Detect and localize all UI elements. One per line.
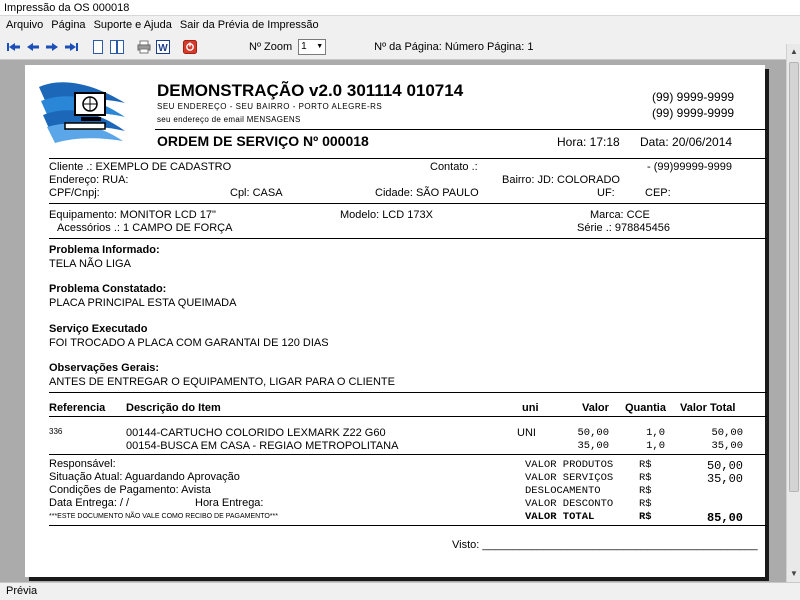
observacoes-text: ANTES DE ENTREGAR O EQUIPAMENTO, LIGAR PARA O CLIENTE xyxy=(49,376,395,388)
col-uni: uni xyxy=(522,402,539,414)
data-entrega-field: Data Entrega: / / xyxy=(49,497,130,509)
item-quantity: 1,0 xyxy=(646,427,665,439)
word-icon xyxy=(156,40,170,54)
next-page-button[interactable] xyxy=(42,38,61,56)
item-value: 50,00 xyxy=(577,427,609,439)
company-phone-1: (99) 9999-9999 xyxy=(652,90,735,104)
col-quantia: Quantia xyxy=(625,402,666,414)
total-label: VALOR SERVIÇOS xyxy=(525,472,614,484)
two-pages-button[interactable] xyxy=(107,38,126,56)
total-label: VALOR PRODUTOS xyxy=(525,459,614,471)
company-phone-2: (99) 9999-9999 xyxy=(652,106,735,120)
total-value: 50,00 xyxy=(706,459,743,473)
arrow-right-icon xyxy=(45,42,59,52)
status-bar xyxy=(0,582,800,600)
single-page-button[interactable] xyxy=(88,38,107,56)
contato-phone: - (99)99999-9999 xyxy=(647,161,733,173)
marca-field: Marca: CCE xyxy=(590,209,650,221)
scroll-thumb[interactable] xyxy=(789,62,799,492)
col-valor-total: Valor Total xyxy=(680,402,736,414)
item-total: 35,00 xyxy=(711,440,743,452)
total-label: VALOR DESCONTO xyxy=(525,498,614,510)
single-page-icon xyxy=(92,40,104,54)
first-page-icon xyxy=(7,42,21,52)
page-number-info: Nº da Página: Número Página: 1 xyxy=(374,40,534,53)
printer-icon xyxy=(137,40,151,54)
two-pages-icon xyxy=(110,40,124,54)
company-email: seu endereço de email MENSAGENS xyxy=(157,115,301,124)
divider xyxy=(49,203,767,204)
divider xyxy=(155,129,767,130)
cpf-field: CPF/Cnpj: xyxy=(49,187,100,199)
menu-suporte-ajuda[interactable]: Suporte e Ajuda xyxy=(93,19,172,31)
situacao-field: Situação Atual: Aguardando Aprovação xyxy=(49,471,240,483)
responsavel-field: Responsável: xyxy=(49,458,116,470)
endereco-field: Endereço: RUA: xyxy=(49,174,129,186)
divider xyxy=(49,238,767,239)
last-page-button[interactable] xyxy=(61,38,80,56)
company-logo xyxy=(37,75,127,148)
print-button[interactable] xyxy=(134,38,153,56)
company-address: SEU ENDEREÇO - SEU BAIRRO - PORTO ALEGRE-RS xyxy=(157,102,383,111)
observacoes-label: Observações Gerais: xyxy=(49,362,160,374)
toolbar xyxy=(0,34,800,60)
disclaimer-text: ***ESTE DOCUMENTO NÃO VALE COMO RECIBO DE PAGAMENTO*** xyxy=(49,513,278,520)
chevron-down-icon: ▼ xyxy=(316,43,324,50)
total-currency: R$ xyxy=(639,485,652,497)
window-title: Impressão da OS 000018 xyxy=(4,2,130,14)
acessorios-field: Acessórios .: 1 CAMPO DE FORÇA xyxy=(57,222,233,234)
total-currency: R$ xyxy=(639,459,652,471)
os-data: Data: 20/06/2014 xyxy=(640,135,733,149)
total-currency: R$ xyxy=(639,498,652,510)
window-title-bar xyxy=(0,0,800,16)
col-descricao: Descrição do Item xyxy=(126,402,221,414)
total-label: DESLOCAMENTO xyxy=(525,485,601,497)
condicoes-pagamento-field: Condições de Pagamento: Avista xyxy=(49,484,211,496)
status-text: Prévia xyxy=(6,585,38,597)
serie-field: Série .: 978845456 xyxy=(577,222,670,234)
divider xyxy=(49,525,767,526)
grand-total-label: VALOR TOTAL xyxy=(525,511,595,523)
problema-constatado-text: PLACA PRINCIPAL ESTA QUEIMADA xyxy=(49,297,237,309)
item-quantity: 1,0 xyxy=(646,440,665,452)
previous-page-button[interactable] xyxy=(23,38,42,56)
os-hora: Hora: 17:18 xyxy=(557,135,620,149)
col-valor: Valor xyxy=(582,402,609,414)
item-total: 50,00 xyxy=(711,427,743,439)
servico-executado-text: FOI TROCADO A PLACA COM GARANTAI DE 120 DIAS xyxy=(49,337,329,349)
cpl-field: Cpl: CASA xyxy=(230,187,283,199)
col-referencia: Referencia xyxy=(49,402,106,414)
cliente-field: Cliente .: EXEMPLO DE CADASTRO xyxy=(49,161,232,173)
scroll-down-icon[interactable]: ▼ xyxy=(790,569,798,578)
referencia-code: 336 xyxy=(49,427,63,436)
document-page xyxy=(25,65,765,577)
problema-informado-text: TELA NÃO LIGA xyxy=(49,258,131,270)
total-value: 35,00 xyxy=(706,472,743,486)
contato-field: Contato .: xyxy=(430,161,478,173)
modelo-field: Modelo: LCD 173X xyxy=(340,209,433,221)
preview-area xyxy=(0,60,786,582)
computer-logo-icon xyxy=(37,75,127,145)
item-description: 00144-CARTUCHO COLORIDO LEXMARK Z22 G60 xyxy=(126,427,386,439)
uf-field: UF: xyxy=(597,187,615,199)
item-unit: UNI xyxy=(517,427,536,439)
svg-text:W: W xyxy=(157,42,168,54)
bairro-field: Bairro: JD: COLORADO xyxy=(502,174,620,186)
close-icon xyxy=(183,40,197,54)
menu-bar xyxy=(0,16,800,34)
company-name: DEMONSTRAÇÃO v2.0 301114 010714 xyxy=(157,81,464,100)
divider xyxy=(49,392,767,393)
item-description: 00154-BUSCA EM CASA - REGIAO METROPOLITANA xyxy=(126,440,399,452)
zoom-value: 1 xyxy=(301,41,307,52)
zoom-select[interactable] xyxy=(298,39,326,55)
equipamento-field: Equipamento: MONITOR LCD 17" xyxy=(49,209,216,221)
close-preview-button[interactable] xyxy=(180,38,199,56)
arrow-left-icon xyxy=(26,42,40,52)
menu-arquivo[interactable]: Arquivo xyxy=(6,19,44,31)
divider xyxy=(49,158,767,159)
menu-sair-previa[interactable]: Sair da Prévia de Impressão xyxy=(179,19,319,31)
problema-constatado-label: Problema Constatado: xyxy=(49,283,167,295)
zoom-label: Nº Zoom xyxy=(249,40,293,53)
last-page-icon xyxy=(64,42,78,52)
grand-total-currency: R$ xyxy=(639,511,652,523)
scroll-up-icon[interactable]: ▲ xyxy=(790,47,798,56)
export-word-button[interactable] xyxy=(153,38,172,56)
problema-informado-label: Problema Informado: xyxy=(49,244,160,256)
total-currency: R$ xyxy=(639,472,652,484)
servico-executado-label: Serviço Executado xyxy=(49,323,148,335)
item-value: 35,00 xyxy=(577,440,609,452)
cidade-field: Cidade: SÃO PAULO xyxy=(375,187,479,199)
hora-entrega-field: Hora Entrega: xyxy=(195,497,264,509)
os-title: ORDEM DE SERVIÇO Nº 000018 xyxy=(157,133,369,149)
grand-total-value: 85,00 xyxy=(706,511,743,525)
vertical-scrollbar[interactable] xyxy=(786,44,800,582)
menu-pagina[interactable]: Página xyxy=(51,19,86,31)
first-page-button[interactable] xyxy=(4,38,23,56)
divider xyxy=(49,416,767,417)
cep-field: CEP: xyxy=(645,187,671,199)
divider xyxy=(49,454,767,455)
visto-signature-line: Visto: _____________________________________________ xyxy=(452,539,758,551)
